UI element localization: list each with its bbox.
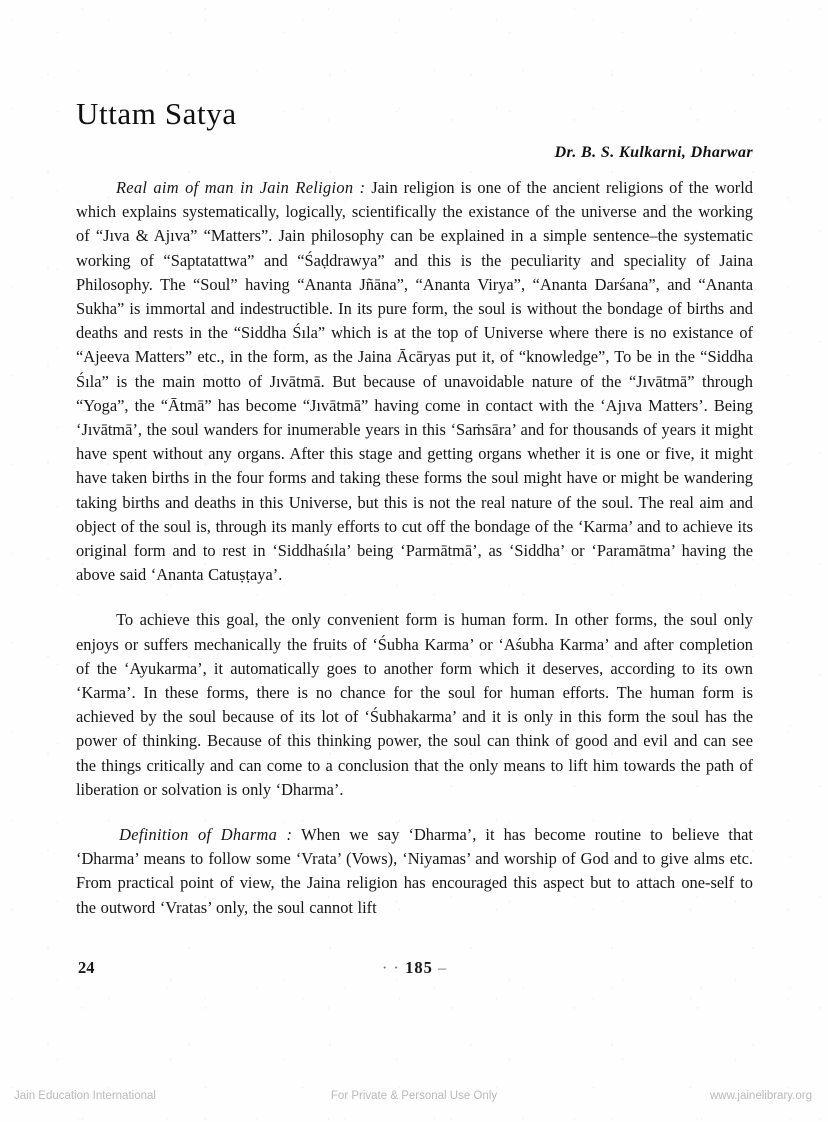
paragraph-3-text: When we say ‘Dharma’, it has become routine to believe that ‘Dharma’ means to follow some ‘Vrata’ (Vows), ‘Niyamas’ and worship of God and to give alms etc. From practical point of view, the Jaina religion has encouraged this aspect but to attach one-self to the outword ‘Vratas’ only, the soul cannot lift xyxy=(76,825,753,917)
author-byline: Dr. B. S. Kulkarni, Dharwar xyxy=(554,144,753,161)
paragraph-1-text: Jain religion is one of the ancient religions of the world which explains systematically, logically, scientifically the existance of the universe and the working of “Jıva & Ajıva” “Matters”. Jain philosophy can be explained in a simple sentence–the systematic working of “Saptatattwa” and “Śaḍdrawya” and this is the peculiarity and speciality of Jaina Philosophy. The “Soul” having “Ananta Jñāna”, “Ananta Virya”, “Ananta Darśana”, and “Ananta Sukha” is immortal and indestructible. In its pure form, the soul is without the bondage of births and deaths and rests in the “Siddha Śıla” which is at the top of Universe where there is no existance of “Ajeeva Matters” etc., in the form, as the Jaina Ācāryas put it, of “knowledge”, To be in the “Siddha Śıla” is the main motto of Jıvātmā. But because of unavoidable nature of the “Jıvātmā” through “Yoga”, the “Ātmā” has become “Jıvātmā” having come in contact with the ‘Ajıva Matters’. Being ‘Jıvātmā’, the soul wanders for inumerable years in this ‘Saṁsāra’ and for thousands of years it might have spent without any organs. After this stage and getting organs whether it is one or five, it might have taken births in the four forms and taking these forms the soul might have or might be wandering taking births and deaths in this Universe, but this is not the real nature of the soul. The real aim and object of the soul is, through its manly efforts to cut off the bondage of the ‘Karma’ and to achieve its original form and to rest in ‘Siddhaśıla’ being ‘Parmātmā’, as ‘Siddha’ or ‘Paramātma’ having the above said ‘Ananta Catuṣṭaya’. xyxy=(76,178,753,585)
paragraph-1-lead-in: Real aim of man in Jain Religion : xyxy=(115,178,366,197)
page-title: Uttam Satya xyxy=(76,96,237,131)
folio-prefix-dots: · · xyxy=(381,958,400,977)
paragraph-1 xyxy=(76,176,753,587)
folio-suffix-dash: – xyxy=(437,958,448,977)
footer-usage-notice: For Private & Personal Use Only xyxy=(330,1090,498,1102)
article-body xyxy=(76,176,753,920)
footer-organization: Jain Education International xyxy=(14,1090,156,1102)
folio-row xyxy=(76,958,753,982)
folio-page-number-center xyxy=(76,958,753,978)
paragraph-2-text: To achieve this goal, the only convenient form is human form. In other forms, the soul only enjoys or suffers mechanically the fruits of ‘Śubha Karma’ or ‘Aśubha Karma’ and after completion of the ‘Ayukarma’, it automatically goes to another form which it deserves, according to its own ‘Karma’. In these forms, there is no chance for the soul for human efforts. The human form is achieved by the soul because of its lot of ‘Śubhakarma’ and it is only in this form the soul has the power of thinking. Because of this thinking power, the soul can think of good and evil and can see the things critically and can come to a conclusion that the only means to lift him towards the path of liberation or solvation is only ‘Dharma’. xyxy=(76,610,753,799)
paragraph-2 xyxy=(76,608,753,802)
page-footer xyxy=(0,1090,828,1110)
folio-page-number-left: 24 xyxy=(78,958,95,977)
paragraph-3 xyxy=(76,823,753,920)
footer-website-link[interactable]: www.jainelibrary.org xyxy=(709,1090,812,1102)
paragraph-3-lead-in: Definition of Dharma : xyxy=(119,825,293,845)
folio-number: 185 xyxy=(405,958,433,977)
